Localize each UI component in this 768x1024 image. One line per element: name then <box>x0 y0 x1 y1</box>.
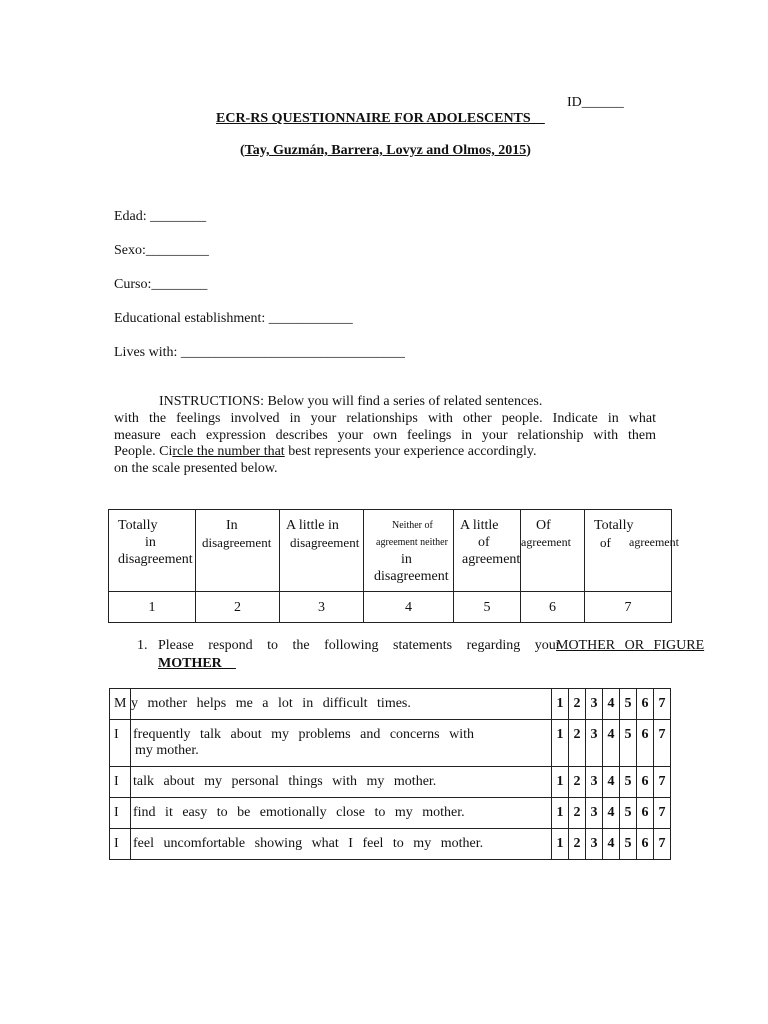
instructions-line-3: measure each expression describes your own feelings in your relationship with them <box>114 428 656 443</box>
scale-number-2: 2 <box>196 592 280 623</box>
field-establishment[interactable]: Educational establishment: ____________ <box>114 311 353 326</box>
scale-number-3: 3 <box>280 592 364 623</box>
item-option-4[interactable]: 4 <box>603 767 620 798</box>
instructions-line-2: with the feelings involved in your relationships with other people. Indicate in what <box>114 411 656 426</box>
item-statement: y mother helps me a lot in difficult times. <box>131 689 552 720</box>
field-age[interactable]: Edad: ________ <box>114 209 207 224</box>
item-option-1[interactable]: 1 <box>552 829 569 860</box>
item-option-1[interactable]: 1 <box>552 798 569 829</box>
item-lead-letter: M <box>110 689 131 720</box>
item-option-5[interactable]: 5 <box>620 689 637 720</box>
scale-label-1: Totally in disagreement <box>109 510 196 592</box>
item-option-3[interactable]: 3 <box>586 689 603 720</box>
item-option-3[interactable]: 3 <box>586 720 603 767</box>
item-option-2[interactable]: 2 <box>569 689 586 720</box>
scale-label-4: Neither of agreement neither in disagreement <box>364 510 454 592</box>
authors-citation: (Tay, Guzmán, Barrera, Lovyz and Olmos, 2015) <box>240 143 531 158</box>
item-lead-letter: I <box>110 829 131 860</box>
item-option-2[interactable]: 2 <box>569 767 586 798</box>
item-option-4[interactable]: 4 <box>603 689 620 720</box>
item-option-6[interactable]: 6 <box>637 767 654 798</box>
section-1-number: 1. <box>137 638 148 653</box>
scale-label-3: A little in disagreement <box>280 510 364 592</box>
item-statement: find it easy to be emotionally close to my mother. <box>131 798 552 829</box>
item-option-6[interactable]: 6 <box>637 829 654 860</box>
item-option-1[interactable]: 1 <box>552 720 569 767</box>
field-sex[interactable]: Sexo:_________ <box>114 243 209 258</box>
item-option-4[interactable]: 4 <box>603 798 620 829</box>
item-option-1[interactable]: 1 <box>552 767 569 798</box>
item-option-7[interactable]: 7 <box>654 767 671 798</box>
item-statement: frequently talk about my problems and concerns with my mother. <box>131 720 552 767</box>
item-option-5[interactable]: 5 <box>620 767 637 798</box>
item-lead-letter: I <box>110 798 131 829</box>
item-option-7[interactable]: 7 <box>654 798 671 829</box>
scale-label-6: Of agreement <box>521 510 585 592</box>
item-option-2[interactable]: 2 <box>569 798 586 829</box>
item-option-7[interactable]: 7 <box>654 720 671 767</box>
scale-label-2: In disagreement <box>196 510 280 592</box>
item-statement: talk about my personal things with my mother. <box>131 767 552 798</box>
item-option-7[interactable]: 7 <box>654 829 671 860</box>
scale-number-7: 7 <box>585 592 672 623</box>
scale-number-1: 1 <box>109 592 196 623</box>
item-option-2[interactable]: 2 <box>569 720 586 767</box>
field-lives-with[interactable]: Lives with: ________________________________ <box>114 345 405 360</box>
table-row <box>110 829 671 860</box>
page-title: ECR-RS QUESTIONNAIRE FOR ADOLESCENTS__ <box>216 111 545 126</box>
section-1-text: Please respond to the following statements regarding your <box>158 638 561 653</box>
section-1-emphasis: MOTHER OR FIGURE <box>556 638 705 653</box>
scale-number-5: 5 <box>454 592 521 623</box>
item-option-6[interactable]: 6 <box>637 689 654 720</box>
item-lead-letter: I <box>110 767 131 798</box>
table-row <box>110 720 671 767</box>
mother-items-table <box>109 688 671 860</box>
item-option-3[interactable]: 3 <box>586 829 603 860</box>
table-row <box>110 689 671 720</box>
item-option-2[interactable]: 2 <box>569 829 586 860</box>
section-1-emphasis-line-2: MOTHER__ <box>158 656 236 671</box>
item-option-7[interactable]: 7 <box>654 689 671 720</box>
scale-legend-table <box>108 509 679 623</box>
item-option-5[interactable]: 5 <box>620 720 637 767</box>
item-option-4[interactable]: 4 <box>603 720 620 767</box>
table-row <box>110 798 671 829</box>
item-lead-letter: I <box>110 720 131 767</box>
scale-label-5: A little of agreement <box>454 510 521 592</box>
item-option-5[interactable]: 5 <box>620 829 637 860</box>
item-statement: feel uncomfortable showing what I feel to my mother. <box>131 829 552 860</box>
item-option-3[interactable]: 3 <box>586 767 603 798</box>
instructions-line-1: INSTRUCTIONS: Below you will find a series of related sentences. <box>159 394 543 409</box>
item-option-5[interactable]: 5 <box>620 798 637 829</box>
scale-number-6: 6 <box>521 592 585 623</box>
item-option-1[interactable]: 1 <box>552 689 569 720</box>
scale-number-4: 4 <box>364 592 454 623</box>
field-course[interactable]: Curso:________ <box>114 277 208 292</box>
item-option-6[interactable]: 6 <box>637 798 654 829</box>
table-row <box>110 767 671 798</box>
item-option-6[interactable]: 6 <box>637 720 654 767</box>
instructions-line-4: People. Circle the number that best represents your experience accordingly. <box>114 444 537 459</box>
instructions-line-5: on the scale presented below. <box>114 461 278 476</box>
id-field: ID______ <box>567 95 624 110</box>
item-option-3[interactable]: 3 <box>586 798 603 829</box>
item-option-4[interactable]: 4 <box>603 829 620 860</box>
scale-label-7: Totally of agreement <box>585 510 672 592</box>
